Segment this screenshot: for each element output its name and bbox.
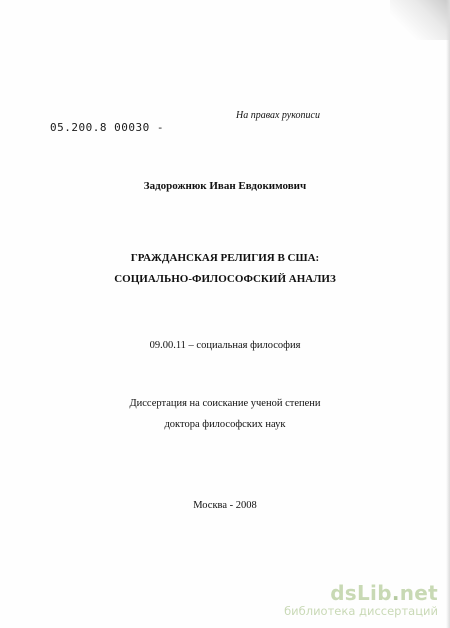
title-line-2: СОЦИАЛЬНО-ФИЛОСОФСКИЙ АНАЛИЗ (114, 273, 336, 285)
degree-line-2: доктора философских наук (164, 419, 286, 430)
watermark-logo-part2: net (399, 581, 438, 605)
manuscript-note: На правах рукописи (236, 110, 320, 121)
specialty-code: 09.00.11 – социальная философия (149, 340, 301, 351)
dissertation-title (0, 248, 450, 290)
city-year: Москва - 2008 (193, 500, 257, 511)
page-corner-shadow (390, 0, 450, 40)
degree-statement (0, 393, 450, 435)
library-stamp: 05.200.8 00030 - (50, 121, 164, 134)
degree-line-1: Диссертация на соискание ученой степени (129, 398, 321, 409)
title-line-1: ГРАЖДАНСКАЯ РЕЛИГИЯ В США: (130, 252, 320, 264)
dslib-watermark (284, 582, 438, 618)
page-edge-shadow (446, 0, 450, 628)
watermark-logo-dot: . (391, 581, 400, 605)
author-name: Задорожнюк Иван Евдокимович (143, 180, 307, 192)
watermark-logo-part1: dsLib (330, 581, 392, 605)
watermark-logo (284, 582, 438, 604)
watermark-subtitle: библиотека диссертаций (284, 604, 438, 618)
